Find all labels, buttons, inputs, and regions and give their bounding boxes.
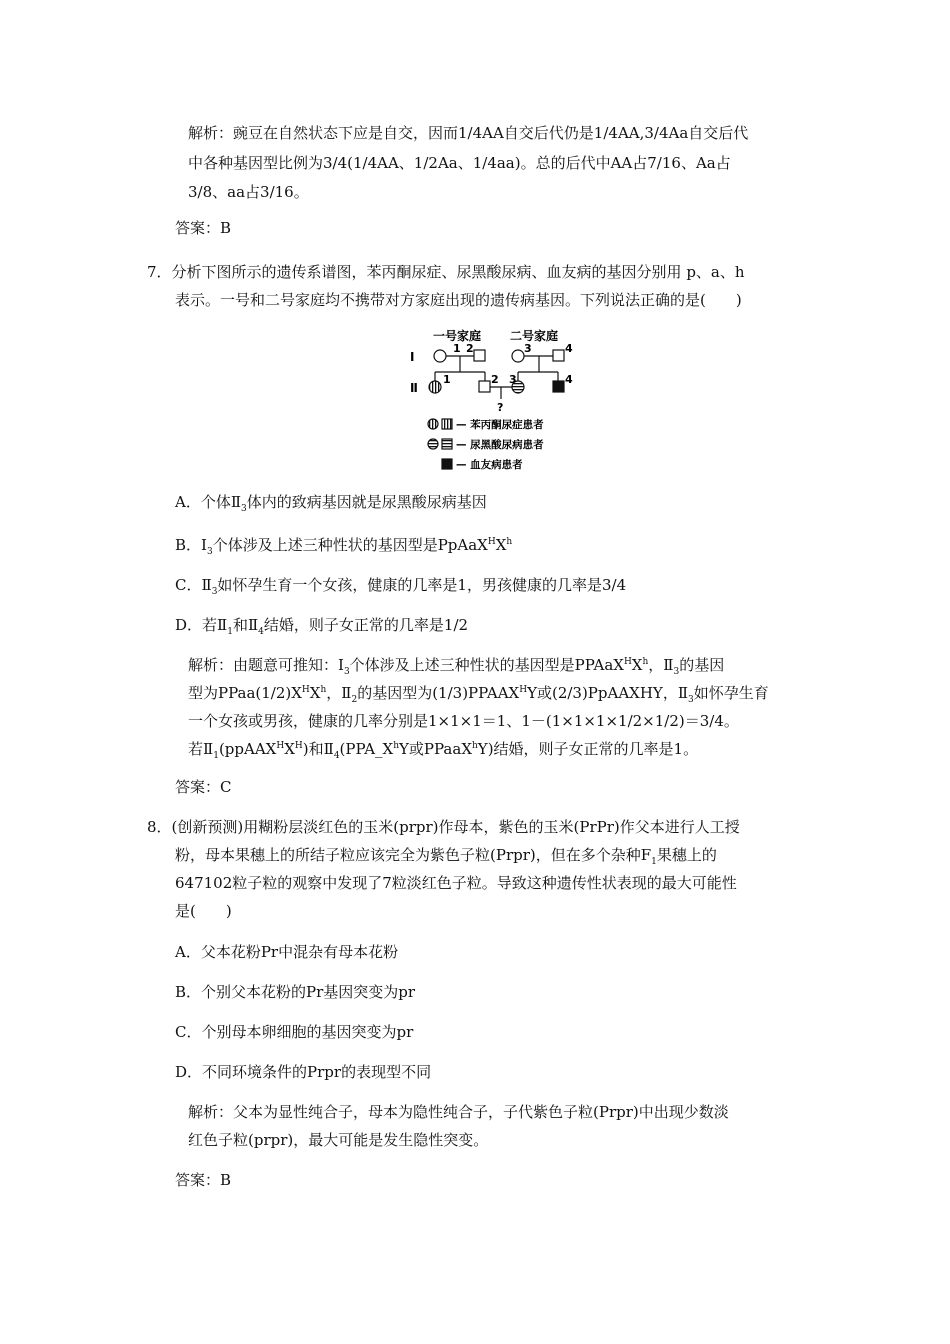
i2-male	[474, 350, 485, 361]
answer-7: 答案：C	[175, 778, 232, 796]
legend-alk-circle-icon	[428, 439, 438, 449]
legend-alk-square-icon	[442, 439, 452, 449]
pedigree-diagram	[405, 323, 585, 478]
ii4-hemophilia-male	[553, 381, 564, 392]
generation-2-label: Ⅱ	[410, 381, 418, 395]
ii1-pku-female	[429, 381, 441, 393]
ii4-number: 4	[565, 373, 573, 386]
i2-number: 2	[466, 342, 474, 355]
legend-hemo-label: — 血友病患者	[456, 459, 523, 471]
question-7-line-2: 表示。一号和二号家庭均不携带对方家庭出现的遗传病基因。下列说法正确的是( )	[175, 291, 742, 309]
analysis-7-line-2: 型为$PPaa(1/2)X^HX^h$，$Ⅱ_2$的基因型为$(1/3)PPAAX^HY$或(2/3)PpAAXHY，$Ⅱ_3$如怀孕生育	[188, 684, 769, 705]
i4-male	[553, 350, 564, 361]
question-8-line-3: 647102粒子粒的观察中发现了7粒淡红色子粒。导致这种遗传性状表现的最大可能性	[175, 874, 737, 892]
i4-number: 4	[565, 342, 573, 355]
ii2-male	[479, 381, 490, 392]
ii3-number: 3	[509, 373, 517, 386]
answer-8: 答案：B	[175, 1171, 232, 1189]
i1-female	[434, 350, 446, 362]
q8-option-b: B．个别父本花粉的Pr基因突变为pr	[175, 983, 416, 1001]
analysis-8-line-1: 解析：父本为显性纯合子，母本为隐性纯合子，子代紫色子粒(Prpr)中出现少数淡	[188, 1103, 729, 1121]
q7-option-d: D．若$Ⅱ_1$和$Ⅱ_4$结婚，则子女正常的几率是1/2	[175, 616, 469, 637]
i1-number: 1	[453, 342, 461, 355]
i3-number: 3	[524, 342, 532, 355]
question-8-line-2: 粉，母本果穗上的所结子粒应该完全为紫色子粒(Prpr)，但在多个杂种$F_1$果穗上的	[175, 846, 717, 867]
legend-alk-label: — 尿黑酸尿病患者	[456, 439, 544, 451]
q8-option-d: D．不同环境条件的Prpr的表现型不同	[175, 1063, 432, 1081]
legend-pku-circle-icon	[428, 419, 438, 429]
q7-option-a: A．个体$Ⅱ_3$体内的致病基因就是尿黑酸尿病基因	[175, 493, 487, 514]
q7-option-c: C．$Ⅱ_3$如怀孕生育一个女孩，健康的几率是1，男孩健康的几率是3/4	[175, 576, 627, 597]
generation-1-label: Ⅰ	[410, 350, 415, 364]
family-1-label: 一号家庭	[433, 329, 482, 343]
ii1-number: 1	[443, 373, 451, 386]
offspring-question-mark: ?	[497, 401, 504, 414]
question-8-line-4: 是( )	[175, 902, 232, 920]
q8-option-c: C．个别母本卵细胞的基因突变为pr	[175, 1023, 414, 1041]
analysis-6-line-2: 中各种基因型比例为3/4(1/4AA、1/2Aa、1/4aa)。总的后代中AA占7/16、Aa占	[188, 154, 731, 172]
answer-6: 答案：B	[175, 219, 232, 237]
q7-option-b: B．$Ⅰ_3$个体涉及上述三种性状的基因型是$PpAaX^HX^h$	[175, 536, 513, 557]
question-8-line-1: 8．(创新预测)用糊粉层淡红色的玉米(prpr)作母本，紫色的玉米(PrPr)作父本进行人工授	[147, 818, 740, 836]
question-7-line-1: 7．分析下图所示的遗传系谱图，苯丙酮尿症、尿黑酸尿病、血友病的基因分别用 p、a、h	[147, 263, 745, 281]
ii2-number: 2	[491, 373, 499, 386]
family-2-label: 二号家庭	[510, 329, 559, 343]
analysis-7-line-1: 解析：由题意可推知：$Ⅰ_3$个体涉及上述三种性状的基因型是$PPAaX^HX^h$，$Ⅱ_3$的基因	[188, 656, 725, 677]
q8-option-a: A．父本花粉Pr中混杂有母本花粉	[175, 943, 399, 961]
analysis-6-line-3: 3/8、aa占3/16。	[188, 183, 309, 201]
legend-pku-label: — 苯丙酮尿症患者	[456, 419, 544, 431]
legend-pku-square-icon	[442, 419, 452, 429]
analysis-7-line-4: 若$Ⅱ_1(ppAAX^HX^H)$和$Ⅱ_4(PPA\_X^hY$或PPaaX$^h$Y)结婚，则子女正常的几率是1。	[188, 740, 699, 761]
analysis-8-line-2: 红色子粒(prpr)，最大可能是发生隐性突变。	[188, 1131, 489, 1149]
analysis-7-line-3: 一个女孩或男孩，健康的几率分别是1×1×1＝1、1－(1×1×1×1/2×1/2)＝3/4。	[188, 712, 739, 730]
legend-hemo-square-icon	[442, 459, 452, 469]
analysis-6-line-1: 解析：豌豆在自然状态下应是自交，因而1/4AA自交后代仍是1/4AA,3/4Aa自交后代	[188, 124, 749, 142]
i3-female	[512, 350, 524, 362]
